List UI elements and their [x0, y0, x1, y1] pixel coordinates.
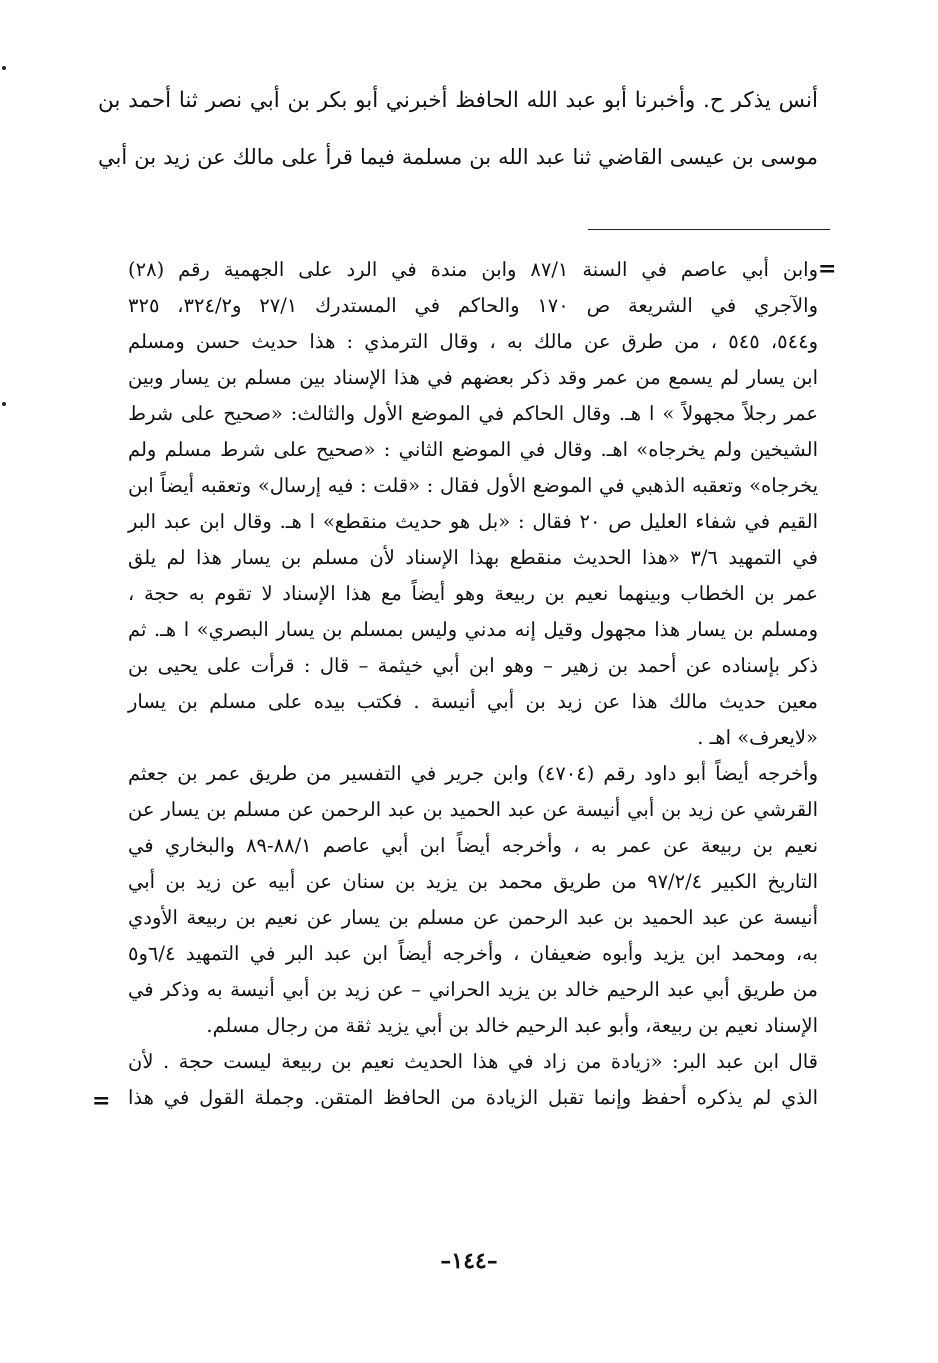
footnote-continuation-mark-end: = — [92, 1088, 111, 1114]
footnote-line: الشيخين ولم يخرجاه» اهـ. وقال في الموضع الثاني : «صحيح على شرط مسلم ولم — [128, 438, 818, 461]
footnote-line: «لايعرف» اهـ . — [697, 726, 818, 749]
footnote-line: عمر بن الخطاب وبينهما نعيم بن ربيعة وهو أيضاً مع هذا الإسناد لا تقوم به حجة ، — [128, 582, 818, 605]
scan-speck — [2, 66, 6, 70]
footnote-line: قال ابن عبد البر: «زيادة من زاد في هذا الحديث نعيم بن ربيعة ليست حجة . لأن — [128, 1050, 818, 1073]
footnote-line: به، ومحمد ابن يزيد وأبوه ضعيفان ، وأخرجه أيضاً ابن عبد البر في التمهيد ٦/٤و٥ — [128, 942, 818, 965]
footnote-line: التاريخ الكبير ٩٧/٢/٤ من طريق محمد بن يزيد بن سنان عن أبيه عن زيد بن أبي — [128, 870, 818, 893]
footnote-line: عمر رجلاً مجهولاً » ا هـ. وقال الحاكم في الموضع الأول والثالث: «صحيح على شرط — [128, 402, 818, 425]
footnote-line: ذكر بإسناده عن أحمد بن زهير – وهو ابن أبي خيثمة – قال : قرأت على يحيى بن — [128, 654, 818, 677]
scan-speck — [2, 402, 6, 406]
footnote-line: وأخرجه أيضاً أبو داود رقم (٤٧٠٤) وابن جرير في التفسير من طريق عمر بن جعثم — [128, 762, 819, 785]
footnote-line: الإسناد نعيم بن ربيعة، وأبو عبد الرحيم خالد بن أبي يزيد ثقة من رجال مسلم. — [206, 1014, 818, 1037]
page-number: –١٤٤– — [440, 1248, 498, 1274]
footnote-line: والآجري في الشريعة ص ١٧٠ والحاكم في المستدرك ٢٧/١ و٣٢٤/٢، ٣٢٥ — [128, 294, 819, 317]
main-text-line: أنس يذكر ح. وأخبرنا أبو عبد الله الحافظ أخبرني أبو بكر بن أبي نصر ثنا أحمد بن — [98, 88, 818, 113]
footnote-line: القرشي عن زيد بن أبي أنيسة عن عبد الحميد بن عبد الرحمن عن مسلم بن يسار عن — [128, 798, 818, 821]
footnote-line: يخرجاه» وتعقبه الذهبي في الموضع الأول فقال : «قلت : فيه إرسال» وتعقبه أيضاً ابن — [128, 474, 818, 497]
footnote-line: ومسلم بن يسار هذا مجهول وقيل إنه مدني وليس بمسلم بن يسار البصري» ا هـ. ثم — [128, 618, 818, 641]
footnote-line: القيم في شفاء العليل ص ٢٠ فقال : «بل هو حديث منقطع» ا هـ. وقال ابن عبد البر — [128, 510, 818, 533]
footnote-continuation-mark-start: = — [818, 256, 837, 282]
footnote-line: من طريق أبي عبد الرحيم خالد بن يزيد الحراني – عن زيد بن أبي أنيسة به وذكر في — [128, 978, 818, 1001]
footnote-line: أنيسة عن عبد الحميد بن عبد الرحمن عن مسلم بن يسار عن نعيم بن ربيعة الأودي — [128, 906, 818, 929]
footnote-line: و٥٤٤، ٥٤٥ ، من طرق عن مالك به ، وقال الترمذي : هذا حديث حسن ومسلم — [128, 330, 819, 353]
footnote-separator — [588, 229, 830, 230]
footnote-line: نعيم بن ربيعة عن عمر به ، وأخرجه أيضاً ابن أبي عاصم ٨٨/١-٨٩ والبخاري في — [128, 834, 819, 857]
footnote-line: وابن أبي عاصم في السنة ٨٧/١ وابن مندة في الرد على الجهمية رقم (٢٨) — [128, 258, 818, 281]
footnote-line: معين حديث مالك هذا عن زيد بن أبي أنيسة . فكتب بيده على مسلم بن يسار — [128, 690, 818, 713]
footnote-line: في التمهيد ٣/٦ «هذا الحديث منقطع بهذا الإسناد لأن مسلم بن يسار هذا لم يلق — [128, 546, 818, 569]
footnote-line: ابن يسار لم يسمع من عمر وقد ذكر بعضهم في هذا الإسناد بين مسلم بن يسار وبين — [128, 366, 818, 389]
main-text-line: موسى بن عيسى القاضي ثنا عبد الله بن مسلمة فيما قرأ على مالك عن زيد بن أبي — [98, 145, 818, 169]
footnote-line: الذي لم يذكره أحفظ وإنما تقبل الزيادة من الحافظ المتقن. وجملة القول في هذا — [128, 1086, 818, 1109]
